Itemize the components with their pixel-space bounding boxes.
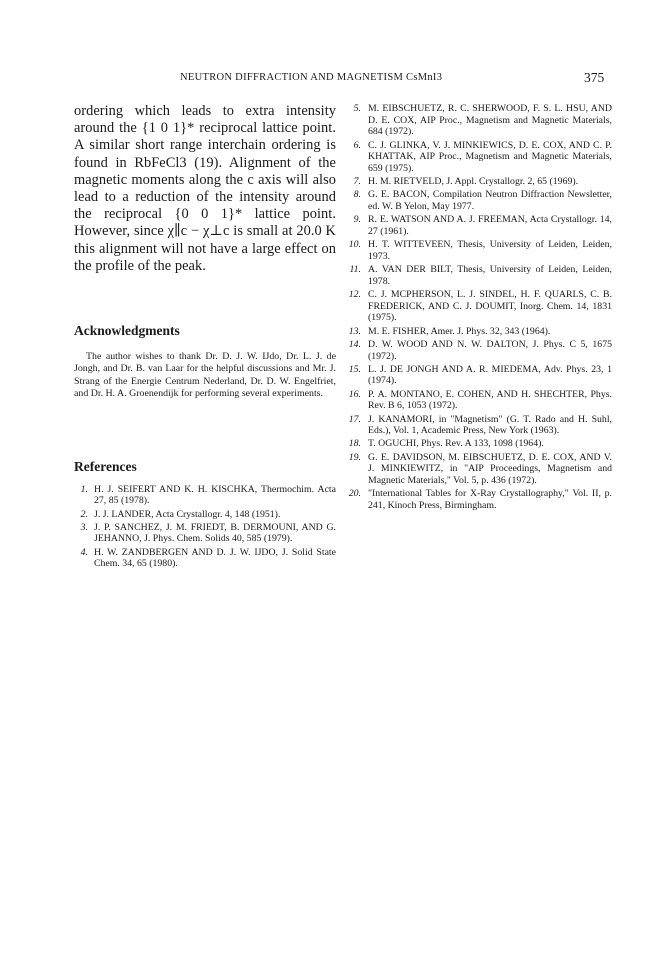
reference-text: H. W. ZANDBERGEN AND D. J. W. IJDO, J. Solid State Chem. 34, 65 (1980). xyxy=(94,546,336,570)
reference-item xyxy=(346,452,612,487)
reference-text: G. E. BACON, Compilation Neutron Diffraction Newsletter, ed. W. B Yelon, May 1977. xyxy=(368,189,612,213)
body-paragraph: ordering which leads to extra intensity around the {1 0 1}* reciprocal lattice point. A similar short range interchain ordering is found in RbFeCl3 (19). Alignment of the magnetic moments along the c axis will also lead to a reduction of the intensity around the reciprocal {0 0 1}* lattice point. However, since χ∥c − χ⊥c is small at 20.0 K this alignment will not have a large effect on the profile of the peak. xyxy=(74,103,336,274)
reference-number: 15. xyxy=(348,363,361,375)
reference-item xyxy=(74,484,336,507)
reference-item xyxy=(74,509,336,521)
reference-number: 11. xyxy=(349,264,361,276)
reference-text: D. W. WOOD AND N. W. DALTON, J. Phys. C 5, 1675 (1972). xyxy=(368,338,612,362)
reference-number: 17. xyxy=(348,413,361,425)
reference-text: M. E. FISHER, Amer. J. Phys. 32, 343 (1964). xyxy=(368,325,551,337)
reference-number: 7. xyxy=(353,176,361,188)
reference-text: H. J. SEIFERT AND K. H. KISCHKA, Thermochim. Acta 27, 85 (1978). xyxy=(94,483,336,507)
reference-number: 10. xyxy=(348,239,361,251)
reference-number: 1. xyxy=(80,483,88,495)
reference-item xyxy=(346,189,612,212)
reference-text: H. M. RIETVELD, J. Appl. Crystallogr. 2, 65 (1969). xyxy=(368,176,579,188)
reference-item xyxy=(346,438,612,450)
reference-text: R. E. WATSON AND A. J. FREEMAN, Acta Crystallogr. 14, 27 (1961). xyxy=(368,214,612,238)
reference-text: G. E. DAVIDSON, M. EIBSCHUETZ, D. E. COX, AND V. J. MINKIEWITZ, in "AIP Proceedings, Magnetism and Magnetic Materials," Vol. 5, p. 436 (1972). xyxy=(368,451,612,487)
reference-item xyxy=(346,339,612,362)
reference-number: 8. xyxy=(353,189,361,201)
reference-number: 9. xyxy=(353,214,361,226)
reference-number: 2. xyxy=(80,508,88,520)
references-list-right xyxy=(346,103,612,512)
acknowledgments-heading: Acknowledgments xyxy=(74,323,180,339)
reference-number: 14. xyxy=(348,338,361,350)
reference-number: 18. xyxy=(348,438,361,450)
reference-item xyxy=(346,414,612,437)
reference-text: C. J. GLINKA, V. J. MINKIEWICS, D. E. COX, AND C. P. KHATTAK, AIP Proc., Magnetism and Magnetic Materials, 659 (1975). xyxy=(368,139,612,175)
reference-item xyxy=(74,522,336,545)
reference-number: 16. xyxy=(348,388,361,400)
reference-number: 4. xyxy=(80,546,88,558)
reference-item xyxy=(346,140,612,175)
reference-item xyxy=(346,214,612,237)
references-list-left xyxy=(74,484,336,570)
references-heading: References xyxy=(74,458,137,474)
reference-item xyxy=(346,289,612,324)
reference-item xyxy=(346,364,612,387)
reference-item xyxy=(346,239,612,262)
reference-text: M. EIBSCHUETZ, R. C. SHERWOOD, F. S. L. HSU, AND D. E. COX, AIP Proc., Magnetism and Magnetic Materials, 684 (1972). xyxy=(368,103,612,138)
reference-text: H. T. WITTEVEEN, Thesis, University of Leiden, Leiden, 1973. xyxy=(368,239,612,262)
reference-item xyxy=(346,389,612,412)
reference-text: J. KANAMORI, in "Magnetism" (G. T. Rado and H. Suhl, Eds.), Vol. 1, Academic Press, New York (1963). xyxy=(368,413,612,437)
reference-item xyxy=(346,488,612,511)
reference-text: L. J. DE JONGH AND A. R. MIEDEMA, Adv. Phys. 23, 1 (1974). xyxy=(368,363,612,387)
reference-text: C. J. MCPHERSON, L. J. SINDEL, H. F. QUARLS, C. B. FREDERICK, AND C. J. DOUMIT, Inorg. Chem. 14, 1831 (1975). xyxy=(368,289,612,324)
reference-item xyxy=(346,103,612,138)
reference-number: 20. xyxy=(348,488,361,500)
reference-number: 12. xyxy=(348,289,361,301)
reference-number: 5. xyxy=(353,103,361,114)
reference-number: 6. xyxy=(353,139,361,151)
reference-number: 13. xyxy=(348,325,361,337)
right-column xyxy=(346,103,612,513)
running-title: NEUTRON DIFFRACTION AND MAGNETISM CsMnI3 xyxy=(180,72,443,83)
reference-text: A. VAN DER BILT, Thesis, University of Leiden, Leiden, 1978. xyxy=(368,264,612,287)
reference-item xyxy=(346,176,612,188)
page-number: 375 xyxy=(584,70,605,85)
reference-text: "International Tables for X-Ray Crystallography," Vol. II, p. 241, Kinoch Press, Birmingham. xyxy=(368,488,612,511)
reference-text: J. J. LANDER, Acta Crystallogr. 4, 148 (1951). xyxy=(94,508,281,520)
reference-text: P. A. MONTANO, E. COHEN, AND H. SHECHTER, Phys. Rev. B 6, 1053 (1972). xyxy=(368,388,612,412)
reference-number: 19. xyxy=(348,451,361,463)
acknowledgments-text: The author wishes to thank Dr. D. J. W. IJdo, Dr. L. J. de Jongh, and Dr. B. van Laar for the helpful discussions and Mr. J. Strang of the Energie Centrum Nederland, Dr. D. W. Engelfriet, and Dr. H. A. Groenendijk for performing several experiments. xyxy=(74,351,336,400)
reference-item xyxy=(346,264,612,287)
reference-item xyxy=(346,326,612,338)
reference-item xyxy=(74,547,336,570)
left-column xyxy=(74,103,336,572)
page-header xyxy=(0,72,671,90)
reference-text: T. OGUCHI, Phys. Rev. A 133, 1098 (1964). xyxy=(368,438,544,450)
reference-number: 3. xyxy=(80,521,88,533)
reference-text: J. P. SANCHEZ, J. M. FRIEDT, B. DERMOUNI, AND G. JEHANNO, J. Phys. Chem. Solids 40, 585 (1979). xyxy=(94,521,336,545)
